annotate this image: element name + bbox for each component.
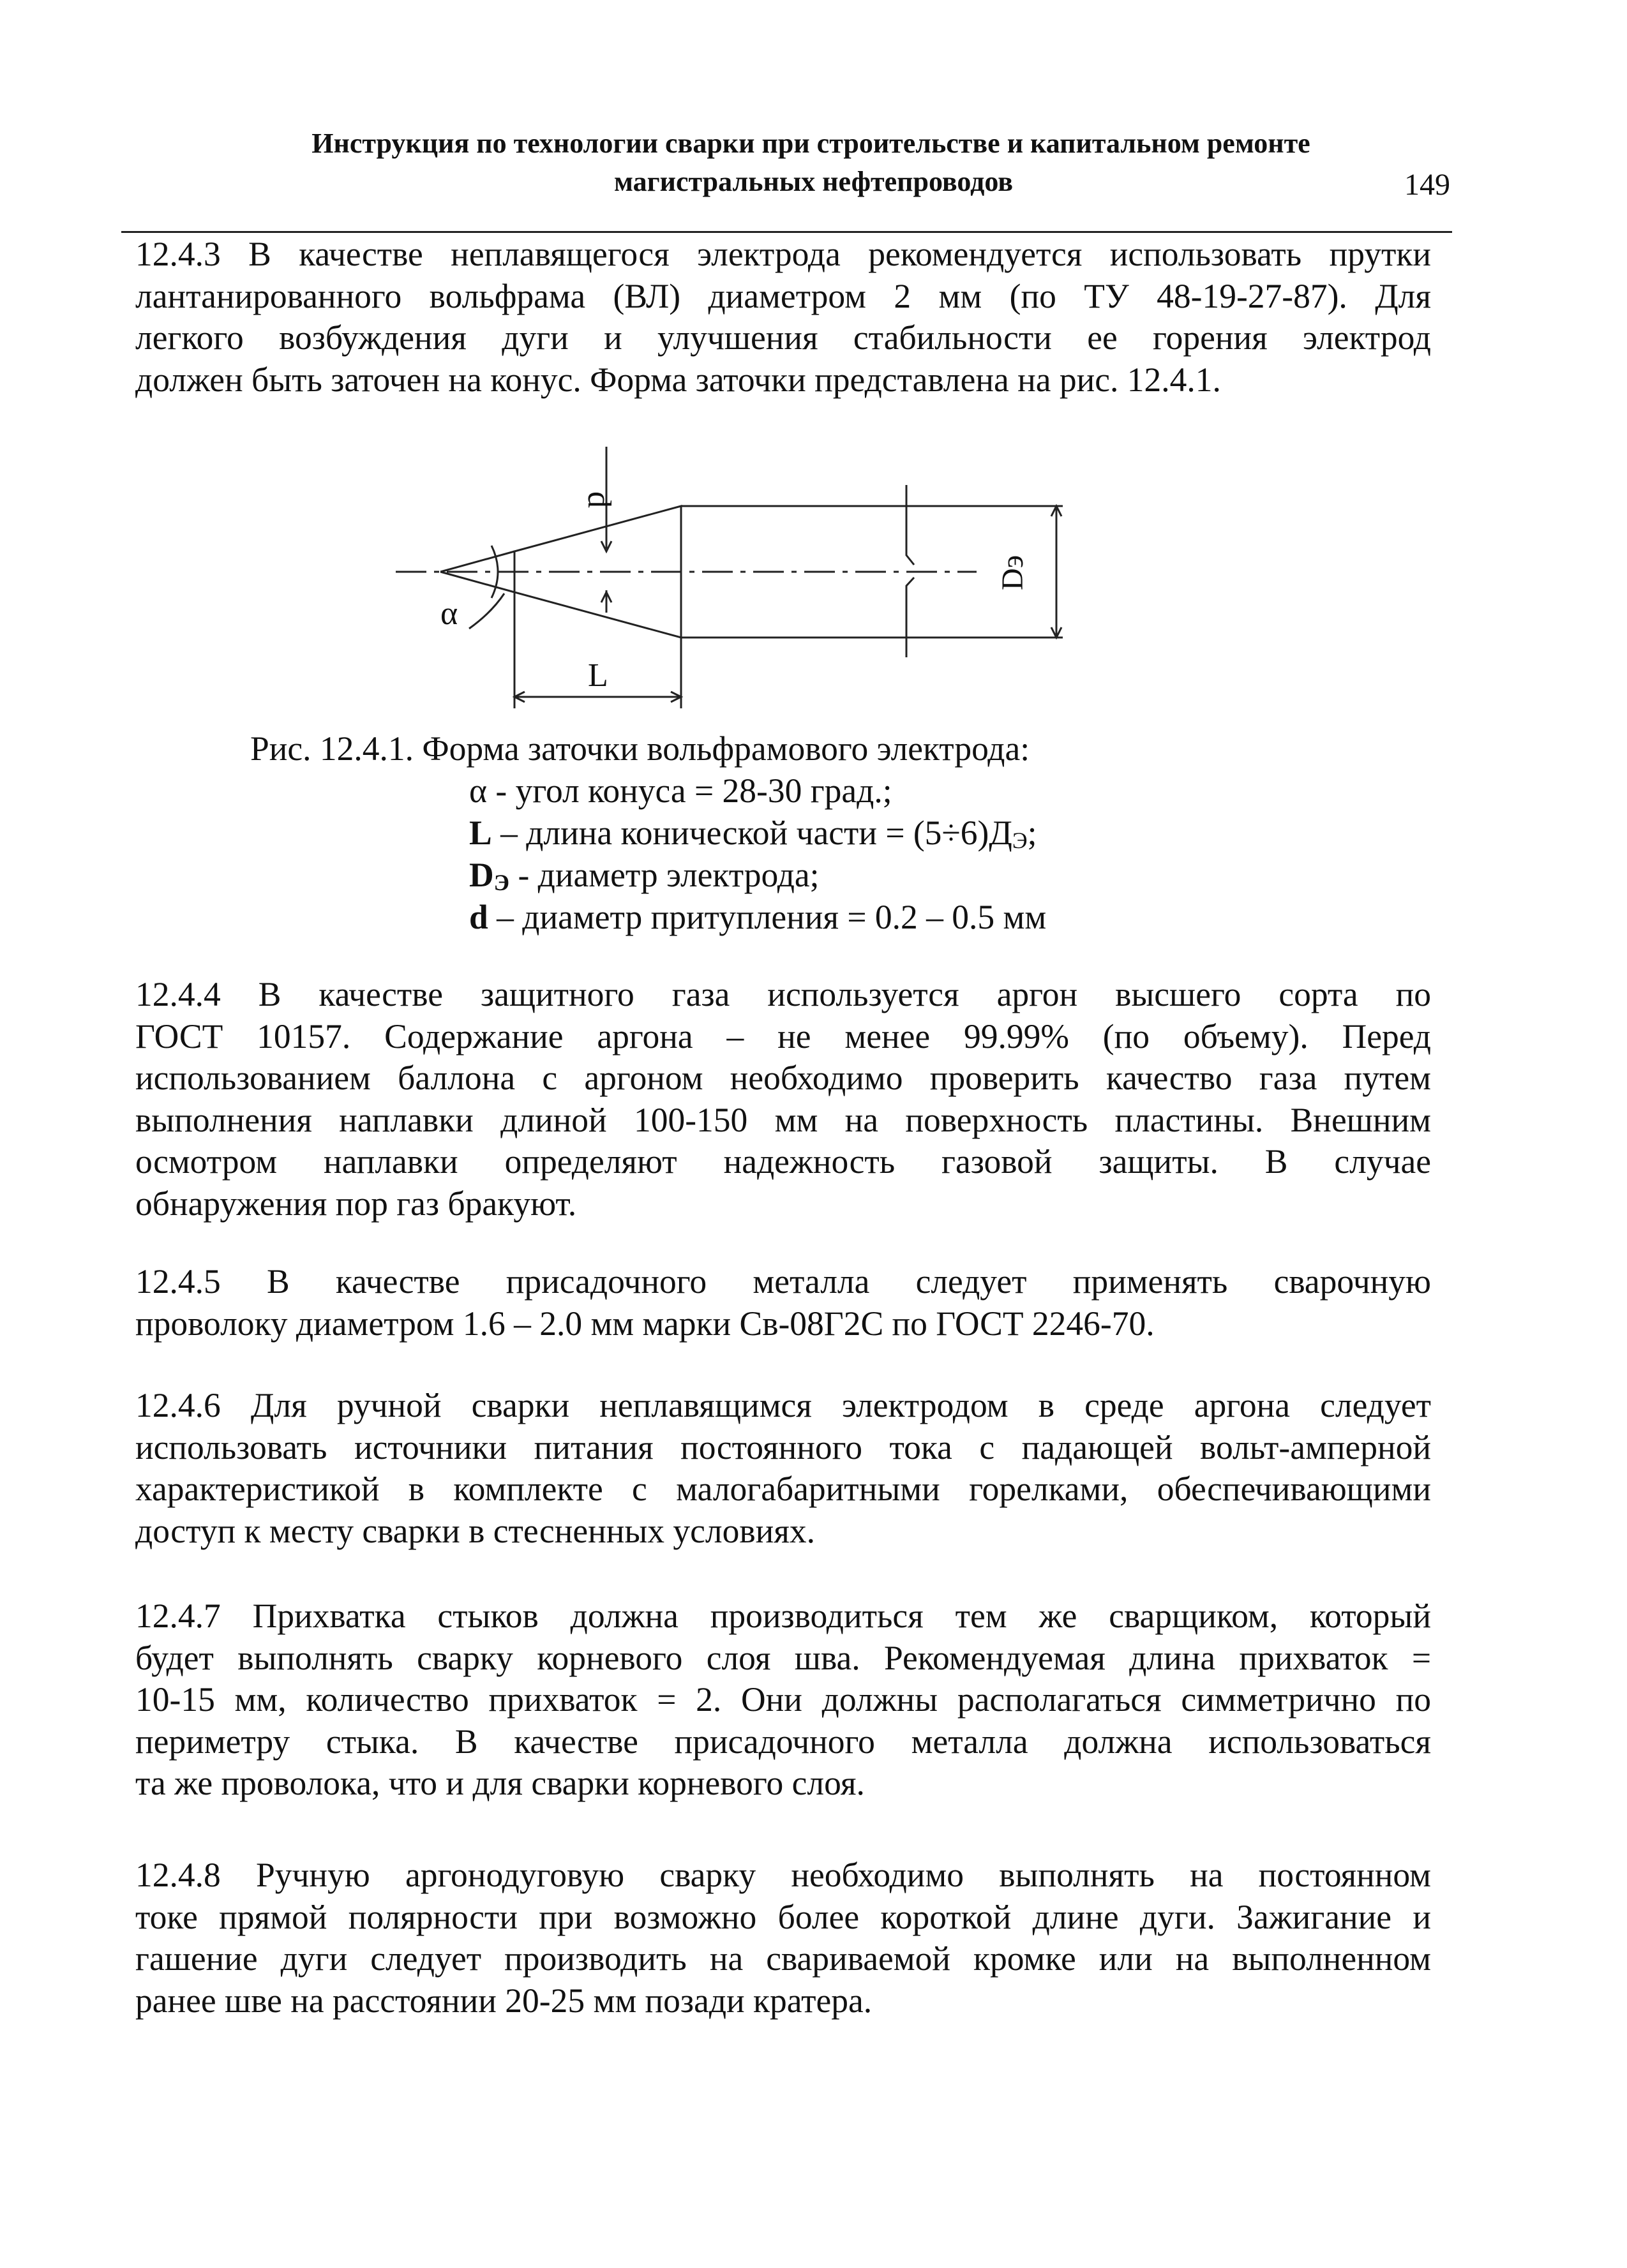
text-line: 10-15 мм, количество прихваток = 2. Они должны располагаться симметрично по [135,1680,1431,1719]
paragraph-12-4-4 [135,974,1431,1225]
text-line: 12.4.6 Для ручной сварки неплавящимся электродом в среде аргона следует [135,1386,1431,1424]
paragraph-12-4-5 [135,1261,1431,1345]
label-d: d [581,491,617,508]
caption-D-line: DЭ - диаметр электрода; [469,856,820,895]
text-line: использовать источники питания постоянного тока с падающей вольт-амперной [135,1428,1431,1466]
label-L: L [588,657,608,694]
page-number: 149 [1404,168,1450,202]
text-line: та же проволока, что и для сварки корневого слоя. [135,1764,865,1802]
paragraph-12-4-8 [135,1854,1431,2022]
paragraph-12-4-7 [135,1595,1431,1805]
text-line: должен быть заточен на конус. Форма заточки представлена на рис. 12.4.1. [135,360,1221,399]
alpha-line-lower [440,572,514,592]
running-header-line1: Инструкция по технологии сварки при строительстве и капитальном ремонте [311,128,1310,159]
caption-d-line: d – диаметр притупления = 0.2 – 0.5 мм [469,898,1047,936]
alpha-line-upper [440,551,514,572]
label-alpha: α [440,595,458,632]
text-line: доступ к месту сварки в стесненных условиях. [135,1511,815,1550]
text-line: гашение дуги следует производить на свариваемой кромке или на выполненном [135,1939,1431,1978]
text-line: проволоку диаметром 1.6 – 2.0 мм марки Св-08Г2С по ГОСТ 2246-70. [135,1304,1155,1343]
text-line: 12.4.8 Ручную аргонодуговую сварку необходимо выполнять на постоянном [135,1856,1431,1894]
text-line: характеристикой в комплекте с малогабаритными горелками, обеспечивающими [135,1470,1431,1508]
running-header-line2: магистральных нефтепроводов [613,166,1014,197]
alpha-arc [491,546,498,598]
text-line: 12.4.3 В качестве неплавящегося электрода рекомендуется использовать прутки [135,235,1431,273]
paragraph-12-4-6 [135,1385,1431,1552]
label-De: Dэ [996,555,1030,590]
text-line: осмотром наплавки определяют надежность газовой защиты. В случае [135,1142,1431,1181]
text-line: выполнения наплавки длиной 100-150 мм на поверхность пластины. Внешним [135,1100,1431,1139]
text-line: 12.4.5 В качестве присадочного металла следует применять сварочную [135,1262,1431,1301]
text-line: периметру стыка. В качестве присадочного металла должна использоваться [135,1722,1431,1761]
alpha-leader [469,593,504,629]
text-line: использованием баллона с аргоном необходимо проверить качество газа путем [135,1059,1431,1097]
text-line: обнаружения пор газ бракуют. [135,1184,577,1223]
figure-caption-title: Рис. 12.4.1. Форма заточки вольфрамового электрода: [250,729,1030,768]
caption-alpha-line: α - угол конуса = 28-30 град.; [469,772,892,810]
electrode-sharpening-figure [0,0,1627,721]
text-line: лантанированного вольфрама (ВЛ) диаметром 2 мм (по ТУ 48-19-27-87). Для [135,276,1431,315]
text-line: легкого возбуждения дуги и улучшения стабильности ее горения электрод [135,318,1431,357]
caption-L-line: L – длина конической части = (5÷6)ДЭ; [469,814,1037,853]
text-line: ранее шве на расстоянии 20-25 мм позади кратера. [135,1981,873,2020]
text-line: будет выполнять сварку корневого слоя шва. Рекомендуемая длина прихваток = [135,1638,1431,1677]
text-line: 12.4.4 В качестве защитного газа используется аргон высшего сорта по [135,975,1431,1013]
text-line: токе прямой полярности при возможно более короткой длине дуги. Зажигание и [135,1897,1431,1936]
text-line: ГОСТ 10157. Содержание аргона – не менее 99.99% (по объему). Перед [135,1017,1431,1056]
text-line: 12.4.7 Прихватка стыков должна производиться тем же сварщиком, который [135,1597,1431,1635]
